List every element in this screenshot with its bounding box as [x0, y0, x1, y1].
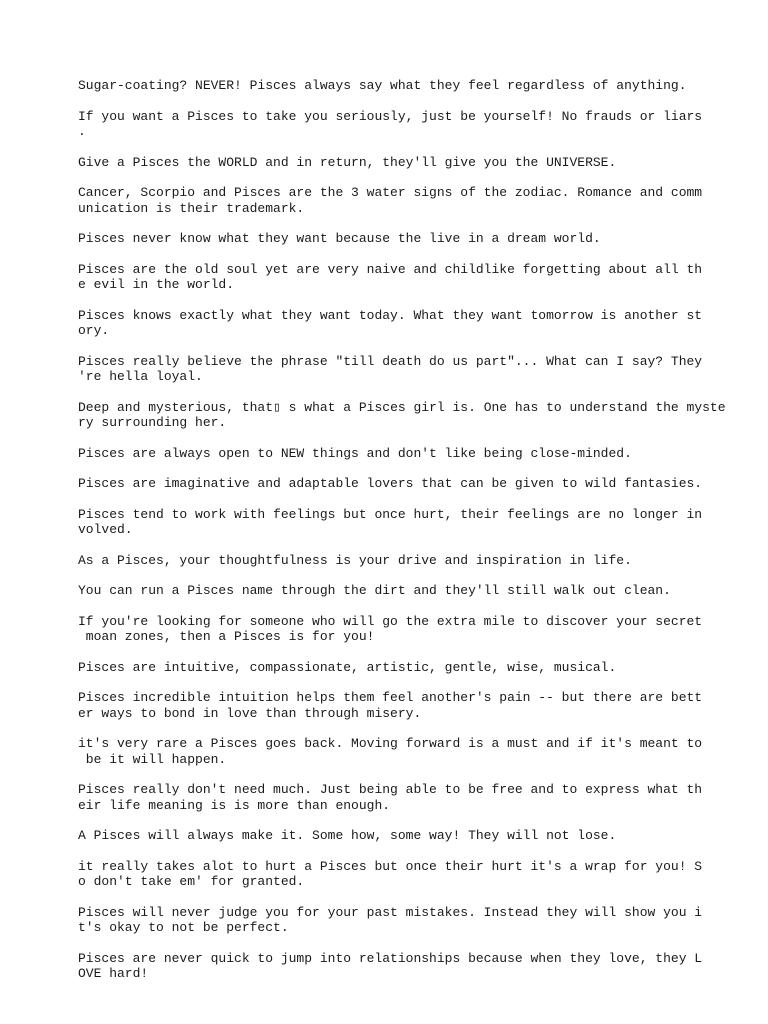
paragraph-21: it really takes alot to hurt a Pisces but once their hurt it's a wrap for you! S o don't take em' for granted. [78, 858, 703, 889]
paragraph-3: Give a Pisces the WORLD and in return, they'll give you the UNIVERSE. [78, 154, 617, 170]
document-body [78, 78, 726, 997]
paragraph-15: If you're looking for someone who will go the extra mile to discover your secret moan zones, then a Pisces is for you! [78, 613, 703, 644]
paragraph-9: Deep and mysterious, that▯ s what a Pisces girl is. One has to understand the myste ry surrounding her. [78, 399, 726, 430]
paragraph-5: Pisces never know what they want because the live in a dream world. [78, 231, 601, 246]
paragraph-18: it's very rare a Pisces goes back. Moving forward is a must and if it's meant to be it will happen. [78, 736, 703, 767]
paragraph-1: Sugar-coating? NEVER! Pisces always say what they feel regardless of anything. [78, 78, 687, 93]
paragraph-20: A Pisces will always make it. Some how, some way! They will not lose. [78, 828, 617, 843]
paragraph-6: Pisces are the old soul yet are very naive and childlike forgetting about all th e evil in the world. [78, 261, 703, 292]
paragraph-2: If you want a Pisces to take you seriously, just be yourself! No frauds or liars . [78, 108, 703, 139]
paragraph-23: Pisces are never quick to jump into relationships because when they love, they L OVE hard! [78, 950, 703, 981]
paragraph-11: Pisces are imaginative and adaptable lovers that can be given to wild fantasies. [78, 476, 703, 491]
paragraph-7: Pisces knows exactly what they want today. What they want tomorrow is another st ory. [78, 307, 703, 338]
paragraph-14: You can run a Pisces name through the dirt and they'll still walk out clean. [78, 583, 671, 598]
paragraph-8: Pisces really believe the phrase "till death do us part"... What can I say? They 're hella loyal. [78, 353, 703, 384]
paragraph-4: Cancer, Scorpio and Pisces are the 3 water signs of the zodiac. Romance and comm unication is their trademark. [78, 185, 703, 216]
paragraph-19: Pisces really don't need much. Just being able to be free and to express what th eir life meaning is is more than enough. [78, 782, 703, 813]
paragraph-12: Pisces tend to work with feelings but once hurt, their feelings are no longer in volved. [78, 506, 703, 537]
paragraph-13: As a Pisces, your thoughtfulness is your drive and inspiration in life. [78, 552, 632, 568]
paragraph-22: Pisces will never judge you for your past mistakes. Instead they will show you i t's okay to not be perfect. [78, 904, 703, 935]
paragraph-17: Pisces incredible intuition helps them feel another's pain -- but there are bett er ways to bond in love than through misery. [78, 690, 703, 721]
paragraph-10: Pisces are always open to NEW things and don't like being close-minded. [78, 445, 632, 461]
paragraph-16: Pisces are intuitive, compassionate, artistic, gentle, wise, musical. [78, 659, 617, 675]
